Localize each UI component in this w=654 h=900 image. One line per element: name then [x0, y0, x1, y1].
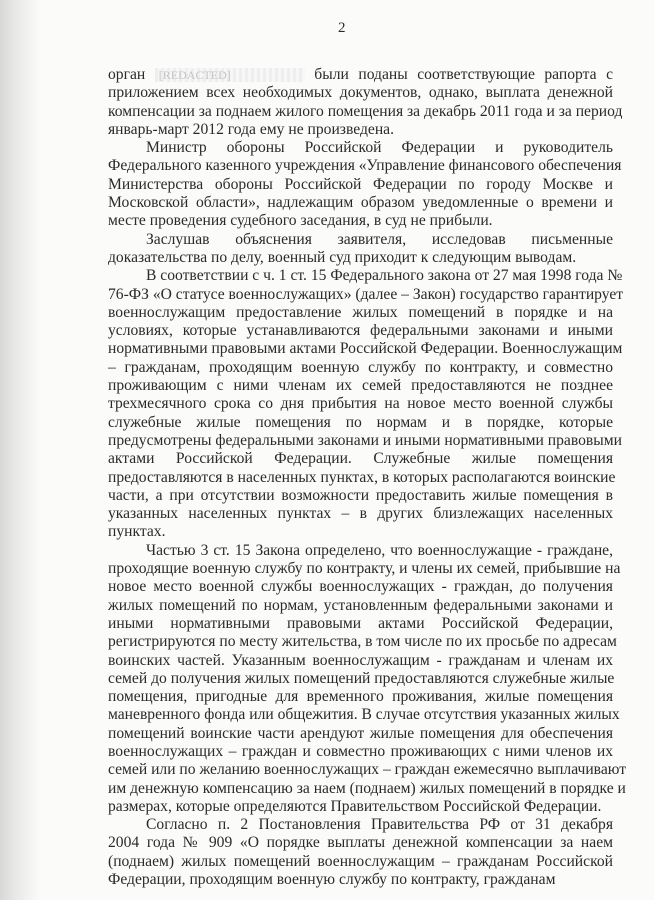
- text-line: актами Российской Федерации. Служебные жилые помещения: [108, 450, 613, 468]
- text-line: 76-ФЗ «О статусе военнослужащих» (далее – Закон) государство гарантирует: [108, 285, 624, 303]
- redacted-text: [REDACTED]: [155, 68, 305, 82]
- text-line: воинских частей. Указанным военнослужащим - гражданам и членам их: [108, 651, 613, 669]
- text-line: Федерального казенного учреждения «Управление финансового обеспечения: [108, 157, 622, 175]
- text-line: регистрируются по месту жительства, в том числе по их просьбе по адресам: [108, 633, 617, 651]
- page-number: 2: [338, 20, 346, 36]
- text-line: Согласно п. 2 Постановления Правительства РФ от 31 декабря: [146, 816, 613, 834]
- text-line: Частью 3 ст. 15 Закона определено, что военнослужащие - граждане,: [146, 541, 613, 559]
- text-line: Московской области», надлежащим образом уведомленные о времени и: [108, 194, 613, 212]
- text-line: семей или по желанию военнослужащих – граждан ежемесячно выплачивают: [108, 761, 627, 779]
- text-line: 2004 года № 909 «О порядке выплаты денежной компенсации за наем: [108, 834, 613, 852]
- text-line: части, а при отсутствии возможности предоставить жилые помещения в: [108, 486, 613, 504]
- text-line: военнослужащих – граждан и совместно проживающих с ними членов их: [108, 742, 613, 760]
- scan-edge-shadow: [0, 0, 40, 900]
- text-line: приложением всех необходимых документов, однако, выплата денежной: [108, 84, 613, 102]
- text-line: Федерации, проходящим военную службу по контракту, гражданам: [108, 871, 556, 889]
- text-line: новое место военной службы военнослужащих - граждан, до получения: [108, 578, 613, 596]
- text-line: иными нормативными правовыми актами Российской Федерации,: [108, 614, 613, 632]
- text-line: помещения, пригодные для временного проживания, жилые помещения: [108, 688, 613, 706]
- text-line: им денежную компенсацию за наем (поднаем) жилых помещений в порядке и: [108, 779, 626, 797]
- text-line: предоставляются в населенных пунктах, в которых располагаются воинские: [108, 468, 616, 486]
- text-line: Министерства обороны Российской Федерации по городу Москве и: [108, 175, 613, 193]
- text-line: проживающим с ними членам их семей предоставляются не позднее: [108, 377, 613, 395]
- text-line: нормативными правовыми актами Российской Федерации. Военнослужащим: [108, 340, 623, 358]
- paragraph: [108, 139, 622, 230]
- text-line: – гражданам, проходящим военную службу по контракту, и совместно: [108, 358, 613, 376]
- text-line: военнослужащим предоставление жилых помещений в порядке и на: [108, 303, 613, 321]
- paragraph: [108, 541, 627, 816]
- text-line: Министр обороны Российской Федерации и руководитель: [146, 139, 613, 157]
- text-line: пунктах.: [108, 523, 166, 541]
- text-line: указанных населенных пунктах – в других близлежащих населенных: [108, 505, 613, 523]
- paragraph: [108, 231, 613, 268]
- text-line: месте проведения судебного заседания, в суд не прибыли.: [108, 212, 493, 230]
- text-line: январь-март 2012 года ему не произведена.: [108, 120, 394, 138]
- text-line: предусмотрены федеральными законами и иными нормативными правовыми: [108, 431, 622, 449]
- paragraph: [108, 66, 623, 139]
- text-line: В соответствии с ч. 1 ст. 15 Федерального закона от 27 мая 1998 года №: [146, 267, 623, 285]
- text-line: семей до получения жилых помещений предоставляются служебные жилые: [108, 669, 615, 687]
- text-line: размерах, которые определяются Правительством Российской Федерации.: [108, 797, 602, 815]
- text-line: орган [REDACTED] были поданы соответствующие рапорта с: [108, 66, 613, 83]
- text-line: компенсации за поднаем жилого помещения за декабрь 2011 года и за период: [108, 102, 623, 120]
- text-line: (поднаем) жилых помещений военнослужащим – гражданам Российской: [108, 852, 613, 870]
- text-line: помещений воинские части арендуют жилые помещения для обеспечения: [108, 724, 613, 742]
- text-line: условиях, которые устанавливаются федеральными законами и иными: [108, 322, 613, 340]
- text-line: жилых помещений по нормам, установленным федеральными законами и: [108, 596, 613, 614]
- text-line: маневренного фонда или общежития. В случае отсутствия указанных жилых: [108, 706, 620, 724]
- text-line: трехмесячного срока со дня прибытия на новое место военной службы: [108, 395, 613, 413]
- paragraph: [108, 267, 624, 541]
- text-line: служебные жилые помещения по нормам и в порядке, которые: [108, 413, 613, 431]
- text-line: доказательства по делу, военный суд приходит к следующим выводам.: [108, 248, 577, 266]
- text-line: Заслушав объяснения заявителя, исследовав письменные: [146, 230, 613, 248]
- document-body: [108, 66, 627, 889]
- paragraph: [108, 816, 613, 889]
- text-line: проходящие военную службу по контракту, и члены их семей, прибывшие на: [108, 560, 621, 578]
